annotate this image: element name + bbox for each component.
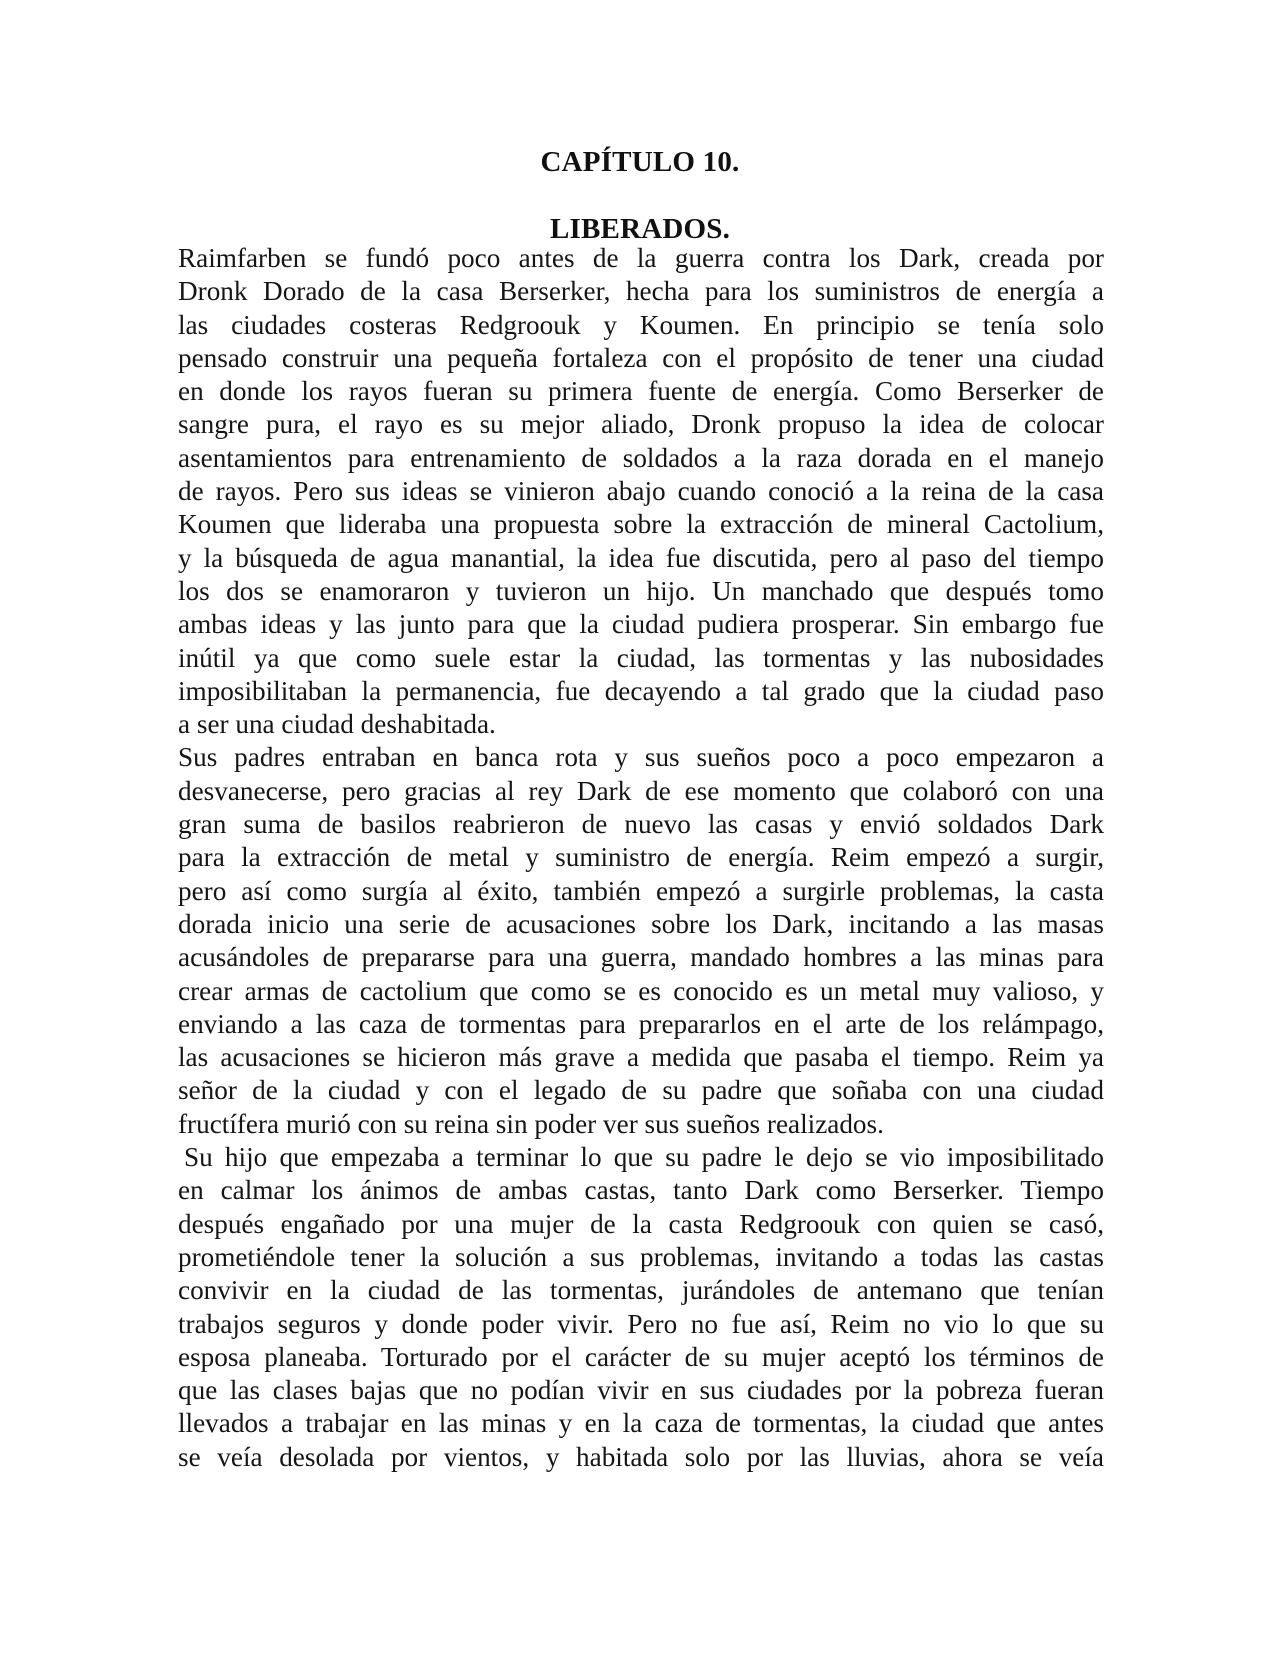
text-line: inútil ya que como suele estar la ciudad, las tormentas y las nubosidades (178, 642, 1104, 673)
text-line: a ser una ciudad deshabitada. (178, 709, 496, 740)
text-line: que las clases bajas que no podían vivir en sus ciudades por la pobreza fueran (178, 1375, 1104, 1406)
text-line: para la extracción de metal y suministro de energía. Reim empezó a surgir, (178, 842, 1104, 873)
text-line: prometiéndole tener la solución a sus problemas, invitando a todas las castas (178, 1241, 1104, 1272)
text-line: las ciudades costeras Redgroouk y Koumen. En principio se tenía solo (178, 309, 1104, 340)
text-line: gran suma de basilos reabrieron de nuevo las casas y envió soldados Dark (178, 809, 1104, 840)
text-line: Su hijo que empezaba a terminar lo que su padre le dejo se vio imposibilitado (184, 1142, 1104, 1173)
text-line: Sus padres entraban en banca rota y sus sueños poco a poco empezaron a (178, 742, 1104, 773)
text-line: Raimfarben se fundó poco antes de la guerra contra los Dark, creada por (178, 243, 1104, 273)
text-line: las acusaciones se hicieron más grave a medida que pasaba el tiempo. Reim ya (178, 1042, 1104, 1073)
text-line: imposibilitaban la permanencia, fue decayendo a tal grado que la ciudad paso (178, 675, 1104, 706)
chapter-title: CAPÍTULO 10. (540, 146, 740, 178)
text-line: desvanecerse, pero gracias al rey Dark de ese momento que colaboró con una (178, 775, 1104, 806)
text-line: de rayos. Pero sus ideas se vinieron abajo cuando conoció a la reina de la casa (178, 476, 1104, 507)
text-line: esposa planeaba. Torturado por el carácter de su mujer aceptó los términos de (178, 1341, 1104, 1372)
text-line: señor de la ciudad y con el legado de su padre que soñaba con una ciudad (178, 1075, 1104, 1106)
text-line: ambas ideas y las junto para que la ciudad pudiera prosperar. Sin embargo fue (178, 609, 1104, 640)
text-line: dorada inicio una serie de acusaciones sobre los Dark, incitando a las masas (178, 908, 1104, 939)
text-line: acusándoles de prepararse para una guerra, mandado hombres a las minas para (178, 942, 1104, 973)
text-line: en calmar los ánimos de ambas castas, tanto Dark como Berserker. Tiempo (178, 1175, 1104, 1206)
text-line: llevados a trabajar en las minas y en la caza de tormentas, la ciudad que antes (178, 1408, 1104, 1439)
section-title: LIBERADOS. (549, 213, 731, 245)
text-line: enviando a las caza de tormentas para prepararlos en el arte de los relámpago, (178, 1008, 1104, 1039)
text-line: pero así como surgía al éxito, también empezó a surgirle problemas, la casta (178, 875, 1104, 906)
text-line: sangre pura, el rayo es su mejor aliado, Dronk propuso la idea de colocar (178, 409, 1104, 440)
text-line: Dronk Dorado de la casa Berserker, hecha para los suministros de energía a (178, 276, 1104, 307)
text-line: pensado construir una pequeña fortaleza con el propósito de tener una ciudad (178, 342, 1104, 373)
text-line: y la búsqueda de agua manantial, la idea fue discutida, pero al paso del tiempo (178, 542, 1104, 573)
text-line: los dos se enamoraron y tuvieron un hijo. Un manchado que después tomo (178, 575, 1104, 606)
text-line: después engañado por una mujer de la casta Redgroouk con quien se casó, (178, 1208, 1104, 1239)
text-line: convivir en la ciudad de las tormentas, jurándoles de antemano que tenían (178, 1275, 1104, 1306)
text-line: se veía desolada por vientos, y habitada solo por las lluvias, ahora se veía (178, 1441, 1104, 1472)
body-text (178, 242, 1104, 1474)
text-line: en donde los rayos fueran su primera fuente de energía. Como Berserker de (178, 376, 1104, 407)
text-line: Koumen que lideraba una propuesta sobre la extracción de mineral Cactolium, (178, 509, 1104, 540)
text-line: crear armas de cactolium que como se es conocido es un metal muy valioso, y (178, 975, 1104, 1006)
text-line: trabajos seguros y donde poder vivir. Pero no fue así, Reim no vio lo que su (178, 1308, 1104, 1339)
text-line: asentamientos para entrenamiento de soldados a la raza dorada en el manejo (178, 442, 1104, 473)
text-line: fructífera murió con su reina sin poder ver sus sueños realizados. (178, 1108, 884, 1139)
